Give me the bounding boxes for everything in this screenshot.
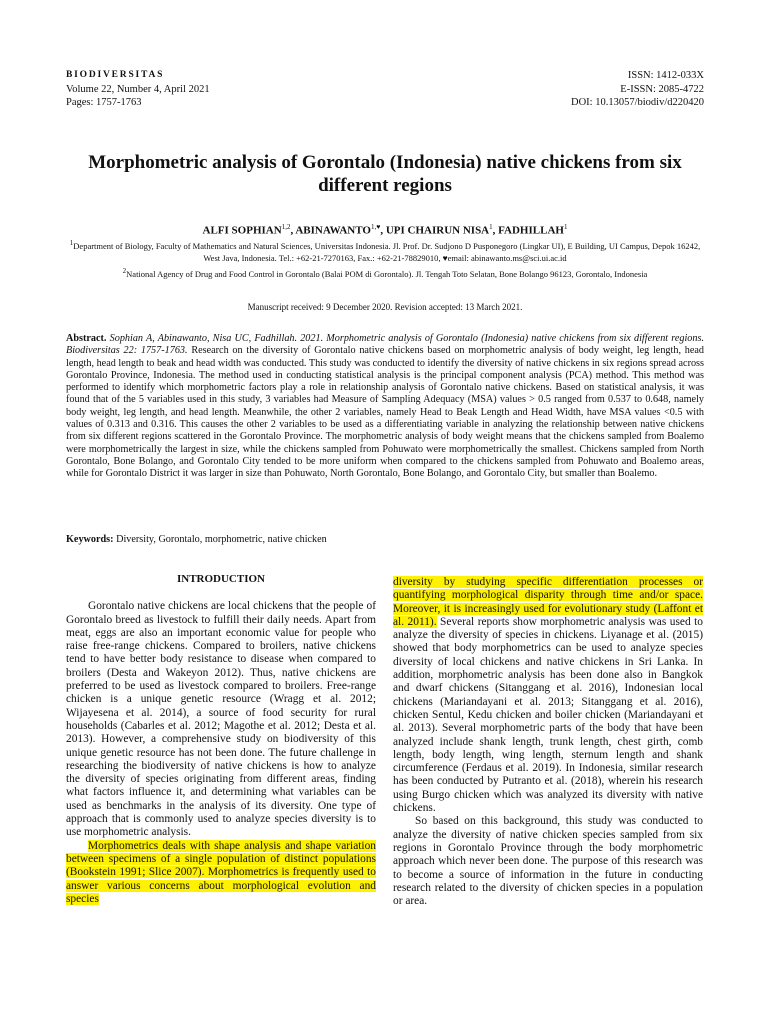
affiliation-1-text: Department of Biology, Faculty of Mathematics and Natural Sciences, Universitas Indonesia. Jl. Prof. Dr. Sudjono D Pusponegoro (Lingkar UI), E Building, UI Campus, Depok 16242, West Java, Indonesia. Tel.: +62-21-7270163, Fax.: +62-21-78829010, ♥email: abinawanto.ms@sci.ui.ac.id <box>73 240 701 264</box>
author-name: UPI CHAIRUN NISA <box>385 224 490 237</box>
abstract-body: Research on the diversity of Gorontalo native chickens based on morphometric analysis of body weight, leg length, head length, head length to beak and head width was conducted. This study was conducted to identify the diversity of native chickens in six regions spread across Gorontalo Province, Indonesia. The method used in conducting statistical analysis is the principal component analysis (PCA) method. This method was performed to identify which morphometric factors play a role in relationship analysis of Gorontalo native chickens. Based on statistical analysis, it was found that of the 5 variables used in this study, 3 variables had Measure of Sampling Adequacy (MSA) values > 0.5 ranged from 0.537 to 0.648, namely body weight, leg length, and head length. Meanwhile, the other 2 variables, namely Head to Beak Length and Head Width, have MSA values <0.5 with values of 0.313 and 0.316. This causes the other 2 variables to be used as a differentiating variable in analyzing the relationship between native chickens from six different regions scattered in the Gorontalo Province. The morphometric analysis of body weight means that the chickens sampled from Boalemo were morphometrically the largest in size, while the chickens sampled from Pohuwato were morphometrically the smallest. Chickens sampled from North Gorontalo, Bone Bolango, and Gorontalo City tended to be more uniform when compared to the chickens sampled from Pohuwato and Boalemo areas, while for Gorontalo District it was larger in size than Pohuwato, North Gorontalo, Bone Bolango, and Gorontalo City, but smaller than Boalemo. <box>66 345 704 480</box>
section-heading-introduction: INTRODUCTION <box>176 573 265 585</box>
author-superscript: 1 <box>489 223 493 231</box>
author-superscript: 1,♥ <box>370 223 381 231</box>
keywords <box>66 534 704 545</box>
journal-header-left <box>66 69 210 110</box>
left-column <box>66 573 376 906</box>
manuscript-dates: Manuscript received: 9 December 2020. Revision accepted: 13 March 2021. <box>247 302 523 312</box>
issn: ISSN: 1412-033X <box>627 70 704 81</box>
intro-paragraph-2 <box>66 840 376 906</box>
affiliation-2 <box>66 265 704 280</box>
author-separator: , <box>380 224 386 237</box>
eissn: E-ISSN: 2085-4722 <box>620 83 704 95</box>
journal-name: BIODIVERSITAS <box>66 70 165 80</box>
intro-paragraph-3 <box>393 576 703 815</box>
journal-header-right <box>571 69 704 110</box>
doi: DOI: 10.13057/biodiv/d220420 <box>571 97 704 108</box>
author-superscript: 1,2 <box>281 223 291 231</box>
abstract-citation: Sophian A, Abinawanto, Nisa UC, Fadhillah. 2021. Morphometric analysis of Gorontalo (Indonesia) native chickens from six different regions. Biodiversitas 22: 1757-1763. <box>66 333 704 357</box>
keywords-text: Diversity, Gorontalo, morphometric, native chicken <box>116 534 327 545</box>
author-separator: , <box>290 224 296 237</box>
intro-paragraph-4: So based on this background, this study was conducted to analyze the diversity of native chicken species sampled from six regions in Gorontalo Province through the body morphometric approach which never been done. The purpose of this research was to become a source of information in the future in conducting research related to the diversity of chicken species in a population or area. <box>393 815 703 908</box>
keywords-label: Keywords: <box>66 534 114 545</box>
author-list <box>66 223 704 237</box>
intro-paragraph-1: Gorontalo native chickens are local chickens that the people of Gorontalo breed as livestock to fulfill their daily needs. Apart from meat, eggs are also an important economic value for people who raise free-range chickens. Compared to broilers, native chickens tend to have better body resistance to disease when compared to broilers (Desta and Wakeyon 2012). Thus, native chickens are preferred to be used as livestock compared to broilers. Free-range chicken is a unique genetic resource (Wragg et al. 2012; Wijayesena et al. 2014), a source of food security for rural households (Cabarles et al. 2012; Magothe et al. 2012; Desta et al. 2013). However, a comprehensive study on biodiversity of this unique genetic resource has not been done. The future challenge in researching the biodiversity of native chickens is how to analyze the diversity of species originating from different areas, finding what factors influence it, and determining what variables can be used as benchmarks in the analysis of its diversity. One type of approach that is commonly used to analyze species diversity is to use morphometric analysis. <box>66 600 376 839</box>
highlighted-text: diversity by studying specific differentiation processes or quantifying morphological disparity through time and/or space. Moreover, it is increasingly used for evolutionary study (Laffont et al. 2011). <box>393 576 703 628</box>
intro-paragraph-3-text: Several reports show morphometric analysis was used to analyze the diversity of species in chickens. Liyanage et al. (2015) showed that body morphometrics can be used to analyze species diversity of local chickens and native chickens in Sri Lanka. In addition, morphometric analysis has been done also in Bangkok and dwarf chickens (Sitanggang et al. 2016), Indonesian local chickens (Mariandayani et al. 2013; Sitanggang et al. 2016), chicken Sentul, Kedu chicken and boiler chicken (Mariandayani et al. 2013). Several morphometric parts of the body that have been analyzed include shank length, trunk length, chest girth, comb length, body length, wing length, sternum length and shank circumference (Ferdaus et al. 2019). In Indonesia, similar research has been conducted by Putranto et al. (2018), wherein his research using Burgo chicken which was analyzed its diversity with native chickens. <box>393 615 703 815</box>
pages-info: Pages: 1757-1763 <box>66 97 142 108</box>
abstract <box>66 333 704 481</box>
affiliation-superscript: 2 <box>122 266 127 275</box>
affiliation-2-text: National Agency of Drug and Food Control in Gorontalo (Balai POM di Gorontalo). Jl. Tengah Toto Selatan, Bone Bolango 96123, Gorontalo, Indonesia <box>126 268 648 279</box>
affiliations <box>66 237 704 280</box>
author-superscript: 1 <box>563 223 568 231</box>
volume-info: Volume 22, Number 4, April 2021 <box>66 83 210 95</box>
author-name: FADHILLAH <box>498 224 564 237</box>
right-column <box>393 576 703 908</box>
abstract-label: Abstract. <box>66 333 107 344</box>
author-name: ALFI SOPHIAN <box>202 224 282 237</box>
highlighted-text: Morphometrics deals with shape analysis and shape variation between specimens of a single population of distinct populations (Bookstein 1991; Slice 2007). Morphometrics is frequently used to answer various concerns about morphological evolution and species <box>66 839 376 905</box>
author-separator: , <box>492 224 499 237</box>
paper-title: Morphometric analysis of Gorontalo (Indonesia) native chickens from six different regions <box>88 152 682 196</box>
affiliation-superscript: 1 <box>69 239 74 247</box>
author-name: ABINAWANTO <box>295 224 371 237</box>
affiliation-1 <box>66 237 704 265</box>
